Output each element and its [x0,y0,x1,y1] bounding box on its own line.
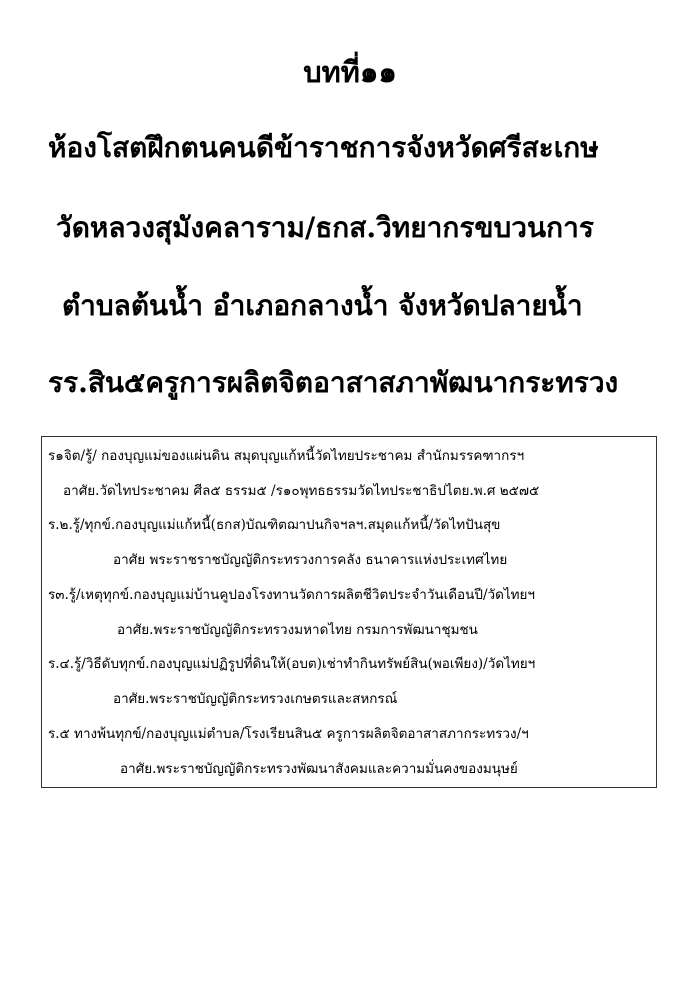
heading-line-2: วัดหลวงสุมังคลาราม/ธกส.วิทยากรขบวนการ [56,211,594,244]
box-line-8: อาศัย.พระราชบัญญัติกระทรวงเกษตรและสหกรณ์ [113,691,398,707]
heading-line-3: ตำบลต้นน้ำ อำเภอกลางน้ำ จังหวัดปลายน้ำ [62,289,583,322]
heading-line-4: รร.สิน๕ครูการผลิตจิตอาสาสภาพัฒนากระทรวง [48,366,619,399]
box-line-4: อาศัย พระราชราชบัญญัติกระทรวงการคลัง ธนาคารแห่งประเทศไทย [113,552,508,568]
box-line-1: ร๑จิต/รู้/ กองบุญแม่ของแผ่นดิน สมุดบุญแก้หนี้วัดไทยประชาคม สำนักมรรคฑากรฯ [48,448,525,464]
box-line-6: อาศัย.พระราชบัญญัติกระทรวงมหาดไทย กรมการพัฒนาชุมชน [117,622,478,638]
box-line-10: อาศัย.พระราชบัญญัติกระทรวงพัฒนาสังคมและความมั่นคงของมนุษย์ [120,761,518,777]
box-line-3: ร.๒.รู้/ทุกข์.กองบุญแม่แก้หนี้(ธกส)บัณฑิตฌาปนกิจฯลฯ.สมุดแก้หนี้/วัดไทปันสุข [48,517,501,533]
content-box [41,436,657,788]
chapter-title: บทที่๑๑ [303,55,397,89]
box-line-7: ร.๔.รู้/วิธีดับทุกข์.กองบุญแม่ปฏิรูปที่ดินให้(อบต)เช่าทำกินทรัพย์สิน(พอเพียง)/วัดไทยฯ [48,656,536,672]
box-line-2: อาศัย.วัดไทประชาคม ศีล๕ ธรรม๕ /ร๑๐พุทธธรรมวัดไทประชาธิปไตย.พ.ศ ๒๕๗๕ [63,483,540,499]
box-line-9: ร.๕ ทางพ้นทุกข์/กองบุญแม่ตำบล/โรงเรียนสิน๕ ครูการผลิตจิตอาสาสภากระทรวง/ฯ [48,726,529,742]
heading-line-1: ห้องโสตฝึกตนคนดีข้าราชการจังหวัดศรีสะเกษ [48,131,599,164]
box-line-5: ร๓.รู้/เหตุทุกข์.กองบุญแม่บ้านคูปองโรงทานวัดการผลิตชีวิตประจำวันเดือนปี/วัดไทยฯ [48,587,536,603]
